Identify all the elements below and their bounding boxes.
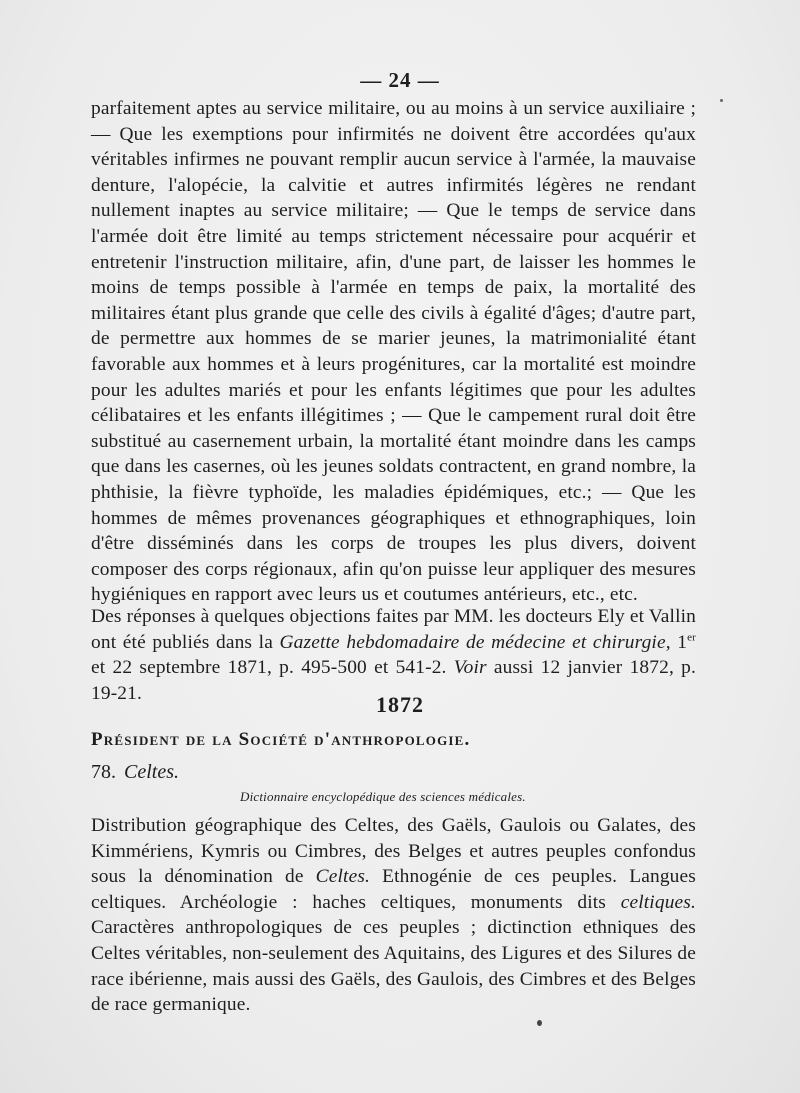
ordinal-suffix: er: [687, 631, 696, 644]
celtiques-term: celtiques.: [620, 891, 696, 913]
journal-title: Gazette hebdomadaire de médecine et chirurgie,: [279, 631, 671, 653]
paragraph-military-service: parfaitement aptes au service militaire, ou au moins à un service auxiliaire ; — Que les exemptions pour infirmités ne doivent être accordées qu'aux véritables infirmes ne pouvant remplir aucun service à l'armée, la mauvaise denture, l'alopécie, la calvitie et autres infirmités légères ne rendant nullement inaptes au service militaire; — Que le temps de service dans l'armée doit être limité au temps strictement nécessaire pour acquérir et entretenir l'instruction militaire, afin, d'une part, de laisser les hommes le moins de temps possible à l'armée en temps de paix, la mortalité des militaires étant plus grande que celle des civils à égalité d'âges; d'autre part, de permettre aux hommes de se marier jeunes, la matrimonialité étant favorable aux hommes et à leurs progénitures, car la mortalité est moindre pour les adultes mariés et pour les enfants légitimes que pour les adultes célibataires et les enfants illégitimes ; — Que le campement rural doit être substitué au casernement urbain, la mortalité étant moindre dans les camps que dans les casernes, où les jeunes soldats contractent, en grand nombre, la phthisie, la fièvre typhoïde, les maladies épidémiques, etc.; — Que les hommes de mêmes provenances géographiques et ethnographiques, loin d'être disséminés dans les corps de troupes les plus divers, doivent composer des corps régionaux, afin qu'on puisse leur appliquer des mesures hygiéniques en rapport avec leurs us et coutumes antérieurs, etc., etc.: [91, 98, 696, 606]
section-heading: Président de la Société d'anthropologie.: [91, 729, 471, 750]
celtes-text-1: Distribution géographique des Celtes, des Gaëls, Gaulois ou Galates, des Kimmériens, Kymris ou Cimbres, des Belges et autres peuples confondus sous la dénomination de: [91, 815, 696, 888]
celtes-text-3: Caractères anthropologiques de ces peuples ; dictinction ethniques des Celtes véritables, non-seulement des Aquitains, des Ligures et des Silures de race ibérienne, mais aussi des Gaëls, des Gaulois, des Cimbres et des Belges de race germanique.: [91, 917, 696, 1016]
entry-source: Dictionnaire encyclopédique des sciences médicales.: [240, 789, 526, 804]
voir-word: Voir: [453, 657, 487, 679]
celtes-text-2: Ethnogénie de ces peuples. Langues celtiques. Archéologie : haches celtiques, monuments dits: [91, 866, 696, 913]
responses-text-3: et 22 septembre 1871, p. 495-500 et 541-2.: [91, 657, 454, 679]
year-heading: 1872: [376, 692, 424, 717]
responses-text-2: 1: [670, 631, 688, 653]
paragraph-celtes: [91, 813, 696, 1018]
ink-speck-small: [720, 99, 723, 102]
entry-number: 78.: [91, 761, 116, 783]
celtes-term: Celtes.: [315, 866, 371, 888]
entry-title: [91, 761, 179, 784]
ink-speck: [537, 1020, 542, 1026]
responses-text-4: aussi 12 janvier 1872, p. 19-21.: [91, 657, 696, 704]
responses-text-1: Des réponses à quelques objections faites par MM. les docteurs Ely et Vallin ont été publiés dans la: [91, 606, 697, 653]
page-number: — 24 —: [360, 68, 440, 92]
entry-name: Celtes.: [124, 761, 179, 783]
